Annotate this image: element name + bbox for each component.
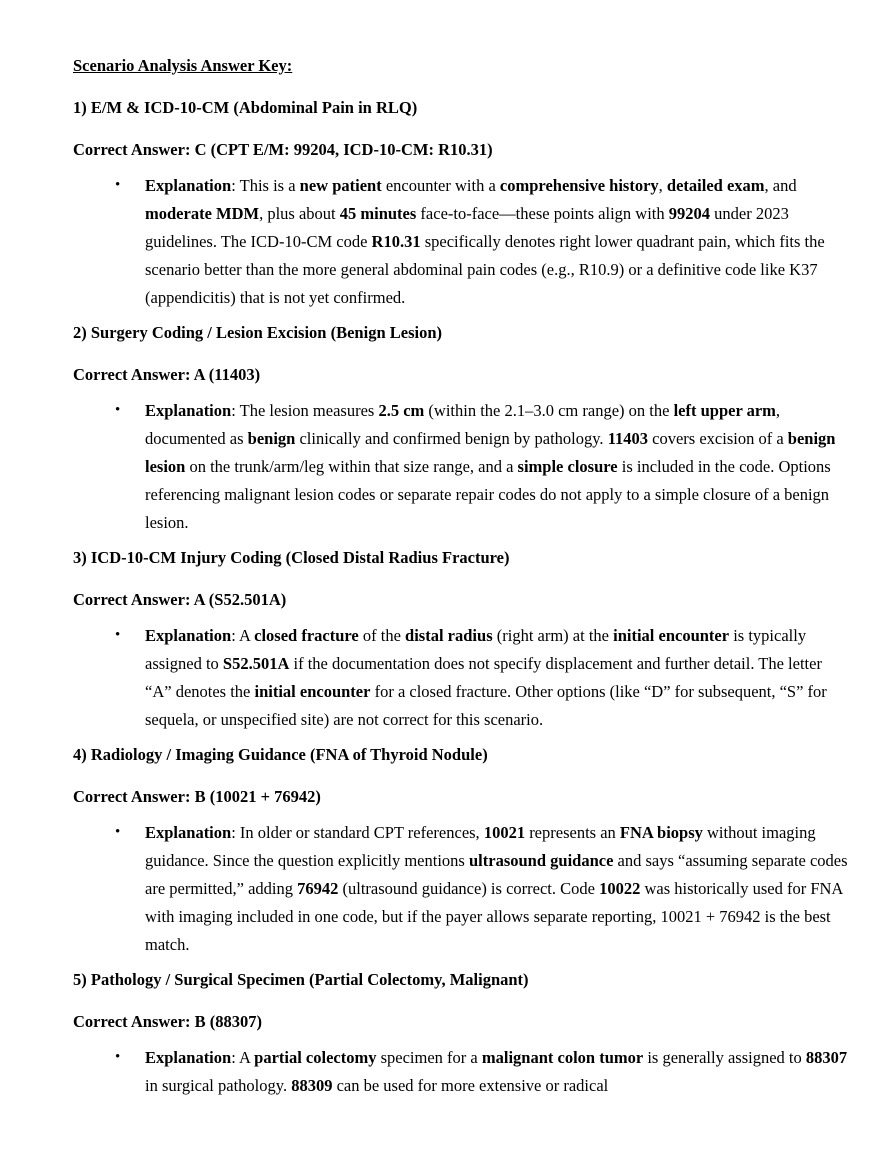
bullet-icon: •	[115, 177, 121, 193]
bullet-icon: •	[115, 402, 121, 418]
bullet-icon: •	[115, 627, 121, 643]
document-title: Scenario Analysis Answer Key:	[73, 56, 293, 75]
section-2	[73, 319, 848, 537]
section-1	[73, 94, 848, 312]
explanation-list-item	[73, 622, 848, 734]
explanation-text: Explanation: In older or standard CPT references, 10021 represents an FNA biopsy without imaging guidance. Since the question explicitly mentions ultrasound guidance and says “assuming separate codes are permitted,” adding 76942 (ultrasound guidance) is correct. Code 10022 was historically used for FNA with imaging included in one code, but if the payer allows separate reporting, 10021 + 76942 is the best match.	[145, 823, 848, 954]
explanation-text: Explanation: A partial colectomy specimen for a malignant colon tumor is generally assigned to 88307 in surgical pathology. 88309 can be used for more extensive or radical	[145, 1048, 848, 1095]
explanation-list-item	[73, 819, 848, 959]
explanation-list-item	[73, 172, 848, 312]
section-heading: 5) Pathology / Surgical Specimen (Partial Colectomy, Malignant)	[73, 970, 529, 989]
section-heading: 4) Radiology / Imaging Guidance (FNA of Thyroid Nodule)	[73, 745, 488, 764]
section-heading: 2) Surgery Coding / Lesion Excision (Benign Lesion)	[73, 323, 443, 342]
section-3	[73, 544, 848, 734]
explanation-list-item	[73, 397, 848, 537]
section-5	[73, 966, 848, 1100]
section-heading: 3) ICD-10-CM Injury Coding (Closed Distal Radius Fracture)	[73, 548, 510, 567]
explanation-list-item	[73, 1044, 848, 1100]
section-4	[73, 741, 848, 959]
correct-answer-line: Correct Answer: A (S52.501A)	[73, 590, 287, 609]
explanation-text: Explanation: The lesion measures 2.5 cm (within the 2.1–3.0 cm range) on the left upper arm, documented as benign clinically and confirmed benign by pathology. 11403 covers excision of a benign lesion on the trunk/arm/leg within that size range, and a simple closure is included in the code. Options referencing malignant lesion codes or separate repair codes do not apply to a simple closure of a benign lesion.	[145, 401, 836, 532]
explanation-text: Explanation: This is a new patient encounter with a comprehensive history, detailed exam, and moderate MDM, plus about 45 minutes face-to-face—these points align with 99204 under 2023 guidelines. The ICD-10-CM code R10.31 specifically denotes right lower quadrant pain, which fits the scenario better than the more general abdominal pain codes (e.g., R10.9) or a definitive code like K37 (appendicitis) that is not yet confirmed.	[145, 176, 825, 307]
correct-answer-line: Correct Answer: B (10021 + 76942)	[73, 787, 321, 806]
correct-answer-line: Correct Answer: B (88307)	[73, 1012, 262, 1031]
explanation-text: Explanation: A closed fracture of the distal radius (right arm) at the initial encounter is typically assigned to S52.501A if the documentation does not specify displacement and further detail. The letter “A” denotes the initial encounter for a closed fracture. Other options (like “D” for subsequent, “S” for sequela, or unspecified site) are not correct for this scenario.	[145, 626, 827, 729]
section-heading: 1) E/M & ICD-10-CM (Abdominal Pain in RLQ)	[73, 98, 418, 117]
bullet-icon: •	[115, 824, 121, 840]
correct-answer-line: Correct Answer: A (11403)	[73, 365, 261, 384]
correct-answer-line: Correct Answer: C (CPT E/M: 99204, ICD-10-CM: R10.31)	[73, 140, 493, 159]
bullet-icon: •	[115, 1049, 121, 1065]
